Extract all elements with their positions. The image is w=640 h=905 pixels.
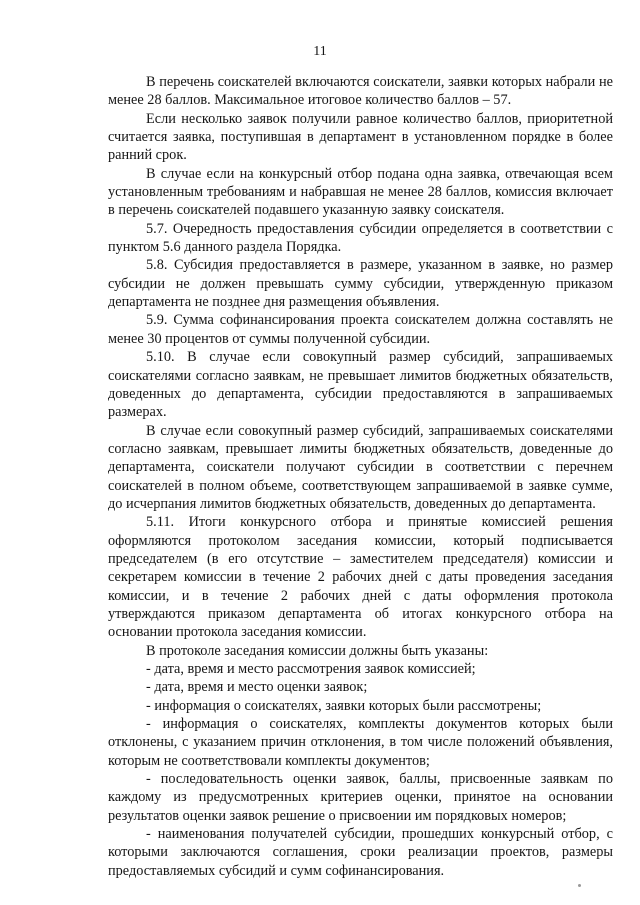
paragraph-protocol-contents: В протоколе заседания комиссии должны быть указаны: [146, 642, 489, 659]
paragraph-limits-exceeded: В случае если совокупный размер субсидий, запрашиваемых соискателями согласно заявкам, превышает лимиты бюджетных обязательств, доведенные до департамента, соискатели получают субсидии в соответствии с перечнем соискателей в полном объеме, соответствующем запрашиваемой в заявке сумме, до исчерпания лимитов бюджетных обязательств, доведенных до департамента. [108, 422, 613, 512]
list-item-assessment-sequence: - последовательность оценки заявок, баллы, присвоенные заявкам по каждому из предусмотренных критериев оценки, принятое на основании результатов оценки заявок решение о присвоении им порядковых номеров; [108, 771, 613, 824]
paragraph-single-application: В случае если на конкурсный отбор подана одна заявка, отвечающая всем установленным требованиям и набравшая не менее 28 баллов, комиссия включает в перечень соискателей подавшего указанную заявку соискателя. [108, 165, 613, 219]
paragraph-5-10: 5.10. В случае если совокупный размер субсидий, запрашиваемых соискателями согласно заявкам, не превышает лимитов бюджетных обязательств, доведенных до департамента, субсидии предоставляются в запрашиваемых размерах. [108, 349, 613, 421]
list-item-recipients: - наименования получателей субсидии, прошедших конкурсный отбор, с которыми заключаются соглашения, сроки реализации проектов, размеры предоставляемых субсидий и сумм софинансирования. [108, 826, 613, 879]
paragraph-5-9: 5.9. Сумма софинансирования проекта соискателем должна составлять не менее 30 процентов от суммы полученной субсидии. [108, 312, 613, 347]
list-item-review-date: - дата, время и место рассмотрения заявок комиссией; [146, 661, 476, 677]
paragraph-5-8: 5.8. Субсидия предоставляется в размере, указанном в заявке, но размер субсидии не должен превышать сумму субсидии, утвержденную приказом департамента не позднее дня размещения объявления. [108, 257, 613, 311]
list-item-assessment-date: - дата, время и место оценки заявок; [146, 679, 368, 696]
scan-speck [578, 884, 581, 887]
paragraph-5-11: 5.11. Итоги конкурсного отбора и принятые комиссией решения оформляются протоколом заседания комиссии, который подписывается председателем (в его отсутствие – заместителем председателя) комиссии и секретарем комиссии в течение 2 рабочих дней с даты проведения заседания комиссии, и в течение 2 рабочих дней с даты оформления протокола утверждаются приказом департамента об итогах конкурсного отбора на основании протокола заседания комиссии. [108, 514, 613, 641]
list-item-rejected-applicants: - информация о соискателях, комплекты документов которых были отклонены, с указанием причин отклонения, в том числе положений объявления, которым не соответствовали комплекты документов; [108, 716, 613, 769]
document-body [108, 73, 613, 880]
list-item-reviewed-applicants: - информация о соискателях, заявки которых были рассмотрены; [146, 697, 542, 714]
paragraph-5-7: 5.7. Очередность предоставления субсидии определяется в соответствии с пунктом 5.6 данного раздела Порядка. [108, 220, 613, 256]
paragraph-score-threshold: В перечень соискателей включаются соискатели, заявки которых набрали не менее 28 баллов. Максимальное итоговое количество баллов – 57. [108, 74, 613, 109]
page-number: 11 [313, 44, 327, 59]
paragraph-equal-scores: Если несколько заявок получили равное количество баллов, приоритетной считается заявка, поступившая в департамент в установленном порядке в более ранний срок. [108, 110, 613, 164]
